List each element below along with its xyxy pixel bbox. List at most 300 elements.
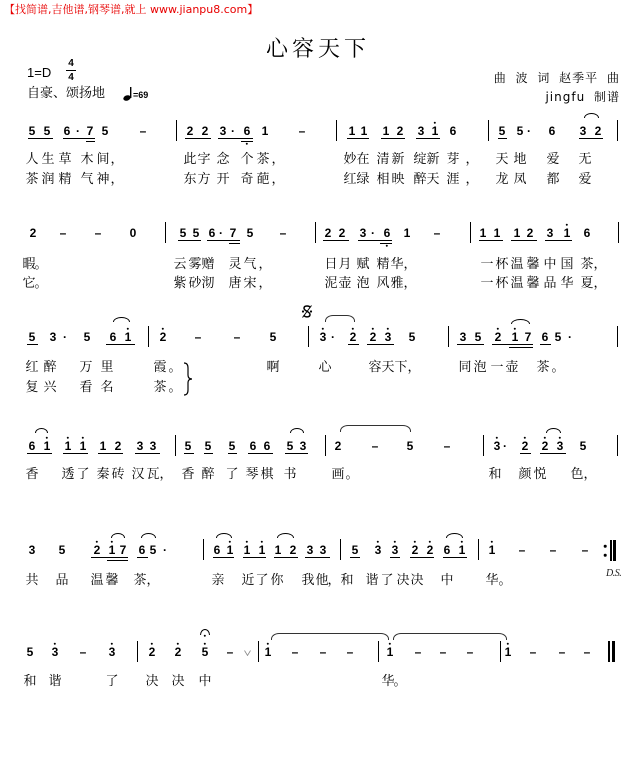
note: 3 (136, 439, 144, 453)
lyric-char: 品 (55, 573, 69, 588)
lyric-char: 了 (225, 467, 239, 482)
note: 6 (583, 226, 591, 240)
note: 1 (360, 124, 368, 138)
fermata-icon (200, 629, 210, 638)
note: 3 (359, 226, 367, 240)
lyric-char: 品 (543, 276, 557, 291)
eighth-beam (27, 344, 38, 345)
slur-arc (113, 317, 130, 322)
barline (308, 326, 309, 347)
lyric-char: 泡 (356, 276, 370, 291)
lyric-char: 醉 (201, 467, 215, 482)
eighth-beam (178, 240, 201, 241)
eighth-beam (98, 453, 123, 454)
note: 5 (474, 330, 482, 344)
lyric-char: 馨 (526, 257, 540, 272)
eighth-beam (135, 453, 160, 454)
final-barline-thick (612, 641, 615, 662)
lyric-char: 容 (368, 360, 382, 375)
note: 1 (79, 439, 87, 453)
note: 2 (174, 645, 182, 659)
repeat-barline-thin (610, 540, 612, 561)
lyric-char: 中 (543, 257, 557, 272)
lyric-char: 沏 (201, 276, 215, 291)
lyric-char: 秦 (96, 467, 110, 482)
note: 1 (264, 645, 272, 659)
lyric-char: 华 (485, 573, 499, 588)
lyric-char: 我 (301, 573, 315, 588)
slur-arc (111, 533, 125, 538)
lyric-char: 近 (241, 573, 255, 588)
lyric-char: 生 (41, 152, 55, 167)
final-barline-thin (608, 641, 610, 662)
eighth-beam (545, 240, 572, 241)
note: 1 (99, 439, 107, 453)
lyric-char: 画 (331, 467, 345, 482)
note: 5 (408, 330, 416, 344)
lyric-char: 泥 (324, 276, 338, 291)
note: 2 (159, 330, 167, 344)
lyric-char: 念 (216, 152, 230, 167)
tie-arc (340, 425, 411, 432)
lyric-char: 新 (426, 152, 440, 167)
note: 5 (149, 543, 157, 557)
lyric-char: 国 (560, 257, 574, 272)
lyric-char: 馨 (105, 573, 119, 588)
lyric-char: 葩 (256, 172, 270, 187)
lyric-char: 砂 (188, 276, 202, 291)
eighth-beam (218, 138, 253, 139)
extension-dash: – (233, 330, 241, 344)
note: 2 (426, 543, 434, 557)
lyric-char: 汉 (131, 467, 145, 482)
lyric-char: ， (159, 467, 173, 482)
eighth-beam (285, 453, 308, 454)
lyric-char: 香 (181, 467, 195, 482)
extension-dash: – (529, 645, 537, 659)
eighth-beam (204, 453, 213, 454)
lyric-char: 。 (345, 467, 359, 482)
note: 1 (511, 330, 519, 344)
sixteenth-beam (241, 141, 253, 142)
eighth-beam (106, 344, 135, 345)
lyric-char: 香 (25, 467, 39, 482)
credits-transcriber: jingfu 制谱 (545, 90, 620, 104)
sixteenth-beam (509, 347, 533, 348)
lyric-char: 气 (80, 172, 94, 187)
lyric-char: 壶 (338, 276, 352, 291)
lyric-char: 茶 (536, 360, 550, 375)
lyric-char: 了 (76, 467, 90, 482)
lyric-char: 色 (570, 467, 584, 482)
lyric-char: 。 (34, 257, 48, 272)
eighth-beam (443, 557, 467, 558)
lyric-char: 月 (338, 257, 352, 272)
lyric-char: 紫 (173, 276, 187, 291)
note: 1 (124, 330, 132, 344)
lyric-char: 红 (25, 360, 39, 375)
barline (378, 641, 379, 662)
lyric-char: 瓦 (146, 467, 160, 482)
eighth-beam (347, 138, 369, 139)
lyric-char: 相 (376, 172, 390, 187)
lyric-char: 开 (216, 172, 230, 187)
lyric-char: 壶 (505, 360, 519, 375)
lyric-char: 悦 (533, 467, 547, 482)
note: 5 (498, 124, 506, 138)
lyric-char: 和 (488, 467, 502, 482)
note: 5 (201, 645, 209, 659)
note: 6 (383, 226, 391, 240)
eighth-beam (137, 557, 148, 558)
repeat-dot (604, 545, 607, 548)
lyric-char: 爱 (578, 172, 592, 187)
note: 6 (443, 543, 451, 557)
lyric-char: 透 (61, 467, 75, 482)
note: 3 (306, 543, 314, 557)
augmentation-dot: · (63, 330, 67, 344)
lyric-char: 龙 (495, 172, 509, 187)
eighth-beam (184, 453, 194, 454)
note: 2 (93, 543, 101, 557)
note: 5 (406, 439, 414, 453)
lyric-char: 茶 (580, 257, 594, 272)
lyric-char: 了 (380, 573, 394, 588)
lyric-char: 决 (145, 674, 159, 689)
slur-arc (546, 428, 561, 433)
note: 5 (351, 543, 359, 557)
barline (137, 641, 138, 662)
augmentation-dot: · (163, 543, 167, 557)
lyric-char: ， (407, 360, 421, 375)
note: 1 (108, 543, 116, 557)
lyric-char: 温 (510, 257, 524, 272)
note: 2 (29, 226, 37, 240)
extension-dash: – (581, 543, 589, 557)
note: 5 (184, 439, 192, 453)
eighth-beam (274, 557, 298, 558)
lyric-char: 复 (25, 380, 39, 395)
note: 5 (83, 330, 91, 344)
barline (483, 435, 484, 456)
note: 6 (449, 124, 457, 138)
lyric-char: 此 (183, 152, 197, 167)
barline (203, 539, 204, 560)
extension-dash: – (414, 645, 422, 659)
note: 2 (526, 226, 534, 240)
note: 2 (324, 226, 332, 240)
note: 1 (504, 645, 512, 659)
note: 3 (556, 439, 564, 453)
lyric-char: 万 (79, 360, 93, 375)
note: 6 (138, 543, 146, 557)
lyric-char: 里 (100, 360, 114, 375)
extension-dash: – (139, 124, 147, 138)
time-signature-unit: 4 (68, 72, 74, 83)
eighth-beam (498, 138, 507, 139)
lyric-char: 谐 (48, 674, 62, 689)
lyric-char: 赠 (201, 257, 215, 272)
lyric-char: ， (403, 257, 417, 272)
note: 2 (201, 124, 209, 138)
lyric-char: 天 (426, 172, 440, 187)
note: 6 (249, 439, 257, 453)
barline (148, 326, 149, 347)
eighth-beam (367, 344, 394, 345)
eighth-beam (479, 240, 503, 241)
eighth-beam (540, 453, 566, 454)
augmentation-dot: · (568, 330, 572, 344)
site-banner: 【找简谱,吉他谱,钢琴谱,就上 www.jianpu8.com】 (4, 3, 259, 16)
barline (325, 435, 326, 456)
slur-arc (216, 533, 232, 538)
note: 1 (261, 124, 269, 138)
lyric-char: 清 (376, 152, 390, 167)
eighth-beam (350, 557, 360, 558)
lyric-char: 谐 (365, 573, 379, 588)
time-signature-beats: 4 (68, 58, 74, 69)
barline (315, 222, 316, 243)
note: 2 (334, 439, 342, 453)
lyric-char: 木 (80, 152, 94, 167)
lyric-char: 心 (318, 360, 332, 375)
tie-arc (271, 633, 389, 640)
lyric-char: 。 (393, 674, 407, 689)
extension-dash: – (279, 226, 287, 240)
lyric-char: ， (593, 257, 607, 272)
note: 3 (391, 543, 399, 557)
eighth-beam (28, 138, 53, 139)
lyric-char: ， (110, 172, 124, 187)
note: 6 (109, 330, 117, 344)
lyric-char: ， (258, 257, 272, 272)
note: 1 (258, 543, 266, 557)
note: 5 (58, 543, 66, 557)
barline (500, 641, 501, 662)
barline (340, 539, 341, 560)
note: 6 (28, 439, 36, 453)
lyric-char: 唐 (228, 276, 242, 291)
slur-arc (290, 428, 304, 433)
lyric-char: 杯 (495, 276, 509, 291)
lyric-char: 颜 (518, 467, 532, 482)
lyric-char: 。 (34, 276, 48, 291)
note: 5 (101, 124, 109, 138)
lyric-char: 茶 (133, 573, 147, 588)
note: 1 (513, 226, 521, 240)
note: 5 (516, 124, 524, 138)
lyric-char: 润 (41, 172, 55, 187)
lyric-char: ， (583, 467, 597, 482)
lyric-char: 醉 (413, 172, 427, 187)
slur-arc (277, 533, 294, 538)
lyric-char: 夏 (580, 276, 594, 291)
eighth-beam (520, 453, 531, 454)
note: 6 (208, 226, 216, 240)
tie-arc (325, 315, 355, 322)
eighth-beam (381, 138, 405, 139)
credits-lyricist-composer: 曲 波 词 赵季平 曲 (493, 71, 620, 85)
lyric-char: 绿 (356, 172, 370, 187)
lyric-char: 无 (578, 152, 592, 167)
lyric-char: 了 (255, 573, 269, 588)
lyric-char: 砖 (111, 467, 125, 482)
note: 7 (524, 330, 532, 344)
lyric-char: 兴 (43, 380, 57, 395)
note: 7 (229, 226, 237, 240)
eighth-beam (27, 453, 52, 454)
note: 6 (243, 124, 251, 138)
eighth-beam (358, 240, 392, 241)
note: 2 (289, 543, 297, 557)
barline (448, 326, 449, 347)
note: 2 (186, 124, 194, 138)
barline (617, 326, 618, 347)
lyric-char: 新 (391, 152, 405, 167)
lyric-char: 妙 (343, 152, 357, 167)
lyric-char: 草 (58, 152, 72, 167)
barline (175, 435, 176, 456)
lyric-char: ， (327, 573, 341, 588)
extension-dash: – (371, 439, 379, 453)
lyric-char: 。 (498, 573, 512, 588)
extension-dash: – (298, 124, 306, 138)
lyric-char: 一 (480, 257, 494, 272)
lyric-char: 决 (410, 573, 424, 588)
note: 3 (28, 543, 36, 557)
eighth-beam (540, 344, 551, 345)
sixteenth-beam (107, 560, 128, 561)
note: 1 (493, 226, 501, 240)
lyric-char: 。 (168, 360, 182, 375)
lyric-char: 茶 (25, 172, 39, 187)
note: 1 (348, 124, 356, 138)
lyric-char: ， (258, 276, 272, 291)
note: 2 (396, 124, 404, 138)
lyric-char: 天 (381, 360, 395, 375)
note: 3 (149, 439, 157, 453)
note: 6 (213, 543, 221, 557)
eighth-beam (305, 557, 330, 558)
eighth-beam (63, 453, 88, 454)
note: 5 (26, 645, 34, 659)
lyric-char: 华 (381, 674, 395, 689)
lyric-char: 他 (315, 573, 329, 588)
note: 2 (411, 543, 419, 557)
extension-dash: – (291, 645, 299, 659)
song-title: 心容天下 (265, 37, 370, 62)
extension-dash: – (226, 645, 234, 659)
lyric-char: 和 (340, 573, 354, 588)
lyric-char: 中 (198, 674, 212, 689)
lyric-char: 温 (510, 276, 524, 291)
barline (165, 222, 166, 243)
note: 3 (417, 124, 425, 138)
note: 2 (494, 330, 502, 344)
note: 2 (594, 124, 602, 138)
lyric-char: ， (465, 152, 479, 167)
lyric-char: ， (110, 152, 124, 167)
eighth-beam (348, 344, 359, 345)
note: 5 (269, 330, 277, 344)
sixteenth-beam (86, 141, 95, 142)
note: 5 (228, 439, 236, 453)
breath-mark-icon (244, 641, 251, 660)
lyric-char: 。 (168, 380, 182, 395)
lyric-char: 泡 (473, 360, 487, 375)
extension-dash: – (558, 645, 566, 659)
augmentation-dot: · (527, 124, 531, 138)
note: 1 (431, 124, 439, 138)
note: 1 (43, 439, 51, 453)
lyric-char: ， (146, 573, 160, 588)
lyric-char: 赋 (356, 257, 370, 272)
brace-icon (183, 362, 193, 400)
lyric-char: 华 (390, 257, 404, 272)
octave-dot-low (386, 245, 388, 247)
note: 1 (226, 543, 234, 557)
expression-marking: 自豪、颂扬地 (27, 86, 106, 101)
eighth-beam (63, 138, 95, 139)
slur-arc (141, 533, 156, 538)
note: 3 (299, 439, 307, 453)
eighth-beam (248, 453, 273, 454)
lyric-char: 决 (396, 573, 410, 588)
augmentation-dot: · (331, 330, 335, 344)
repeat-barline-thick (613, 540, 616, 561)
dal-segno-marking: D.S. (606, 568, 622, 579)
lyric-char: 爱 (546, 152, 560, 167)
tie-arc (393, 633, 507, 640)
note: 5 (204, 439, 212, 453)
slur-arc (446, 533, 463, 538)
note: 3 (319, 330, 327, 344)
lyric-char: 芽 (446, 152, 460, 167)
barline (488, 120, 489, 141)
barline (478, 539, 479, 560)
note: 0 (129, 226, 137, 240)
note: 3 (319, 543, 327, 557)
lyric-char: 都 (546, 172, 560, 187)
barline (470, 222, 471, 243)
note: 6 (541, 330, 549, 344)
lyric-char: 决 (171, 674, 185, 689)
note: 1 (479, 226, 487, 240)
lyric-char: 方 (197, 172, 211, 187)
lyric-char: 宋 (243, 276, 257, 291)
slur-arc (584, 113, 599, 118)
lyric-char: 杯 (495, 257, 509, 272)
extension-dash: – (466, 645, 474, 659)
note: 5 (554, 330, 562, 344)
eighth-beam (457, 344, 484, 345)
key-signature: 1=D (27, 65, 52, 80)
note: 3 (219, 124, 227, 138)
lyric-char: 棋 (260, 467, 274, 482)
lyric-char: 映 (391, 172, 405, 187)
note: 7 (119, 543, 127, 557)
eighth-beam (390, 557, 400, 558)
lyric-char: 琴 (245, 467, 259, 482)
sixteenth-beam (380, 243, 392, 244)
lyric-char: 风 (376, 276, 390, 291)
extension-dash: – (94, 226, 102, 240)
note: 1 (563, 226, 571, 240)
note: 2 (349, 330, 357, 344)
lyric-char: 天 (495, 152, 509, 167)
augmentation-dot: · (503, 439, 507, 453)
lyric-char: 红 (343, 172, 357, 187)
